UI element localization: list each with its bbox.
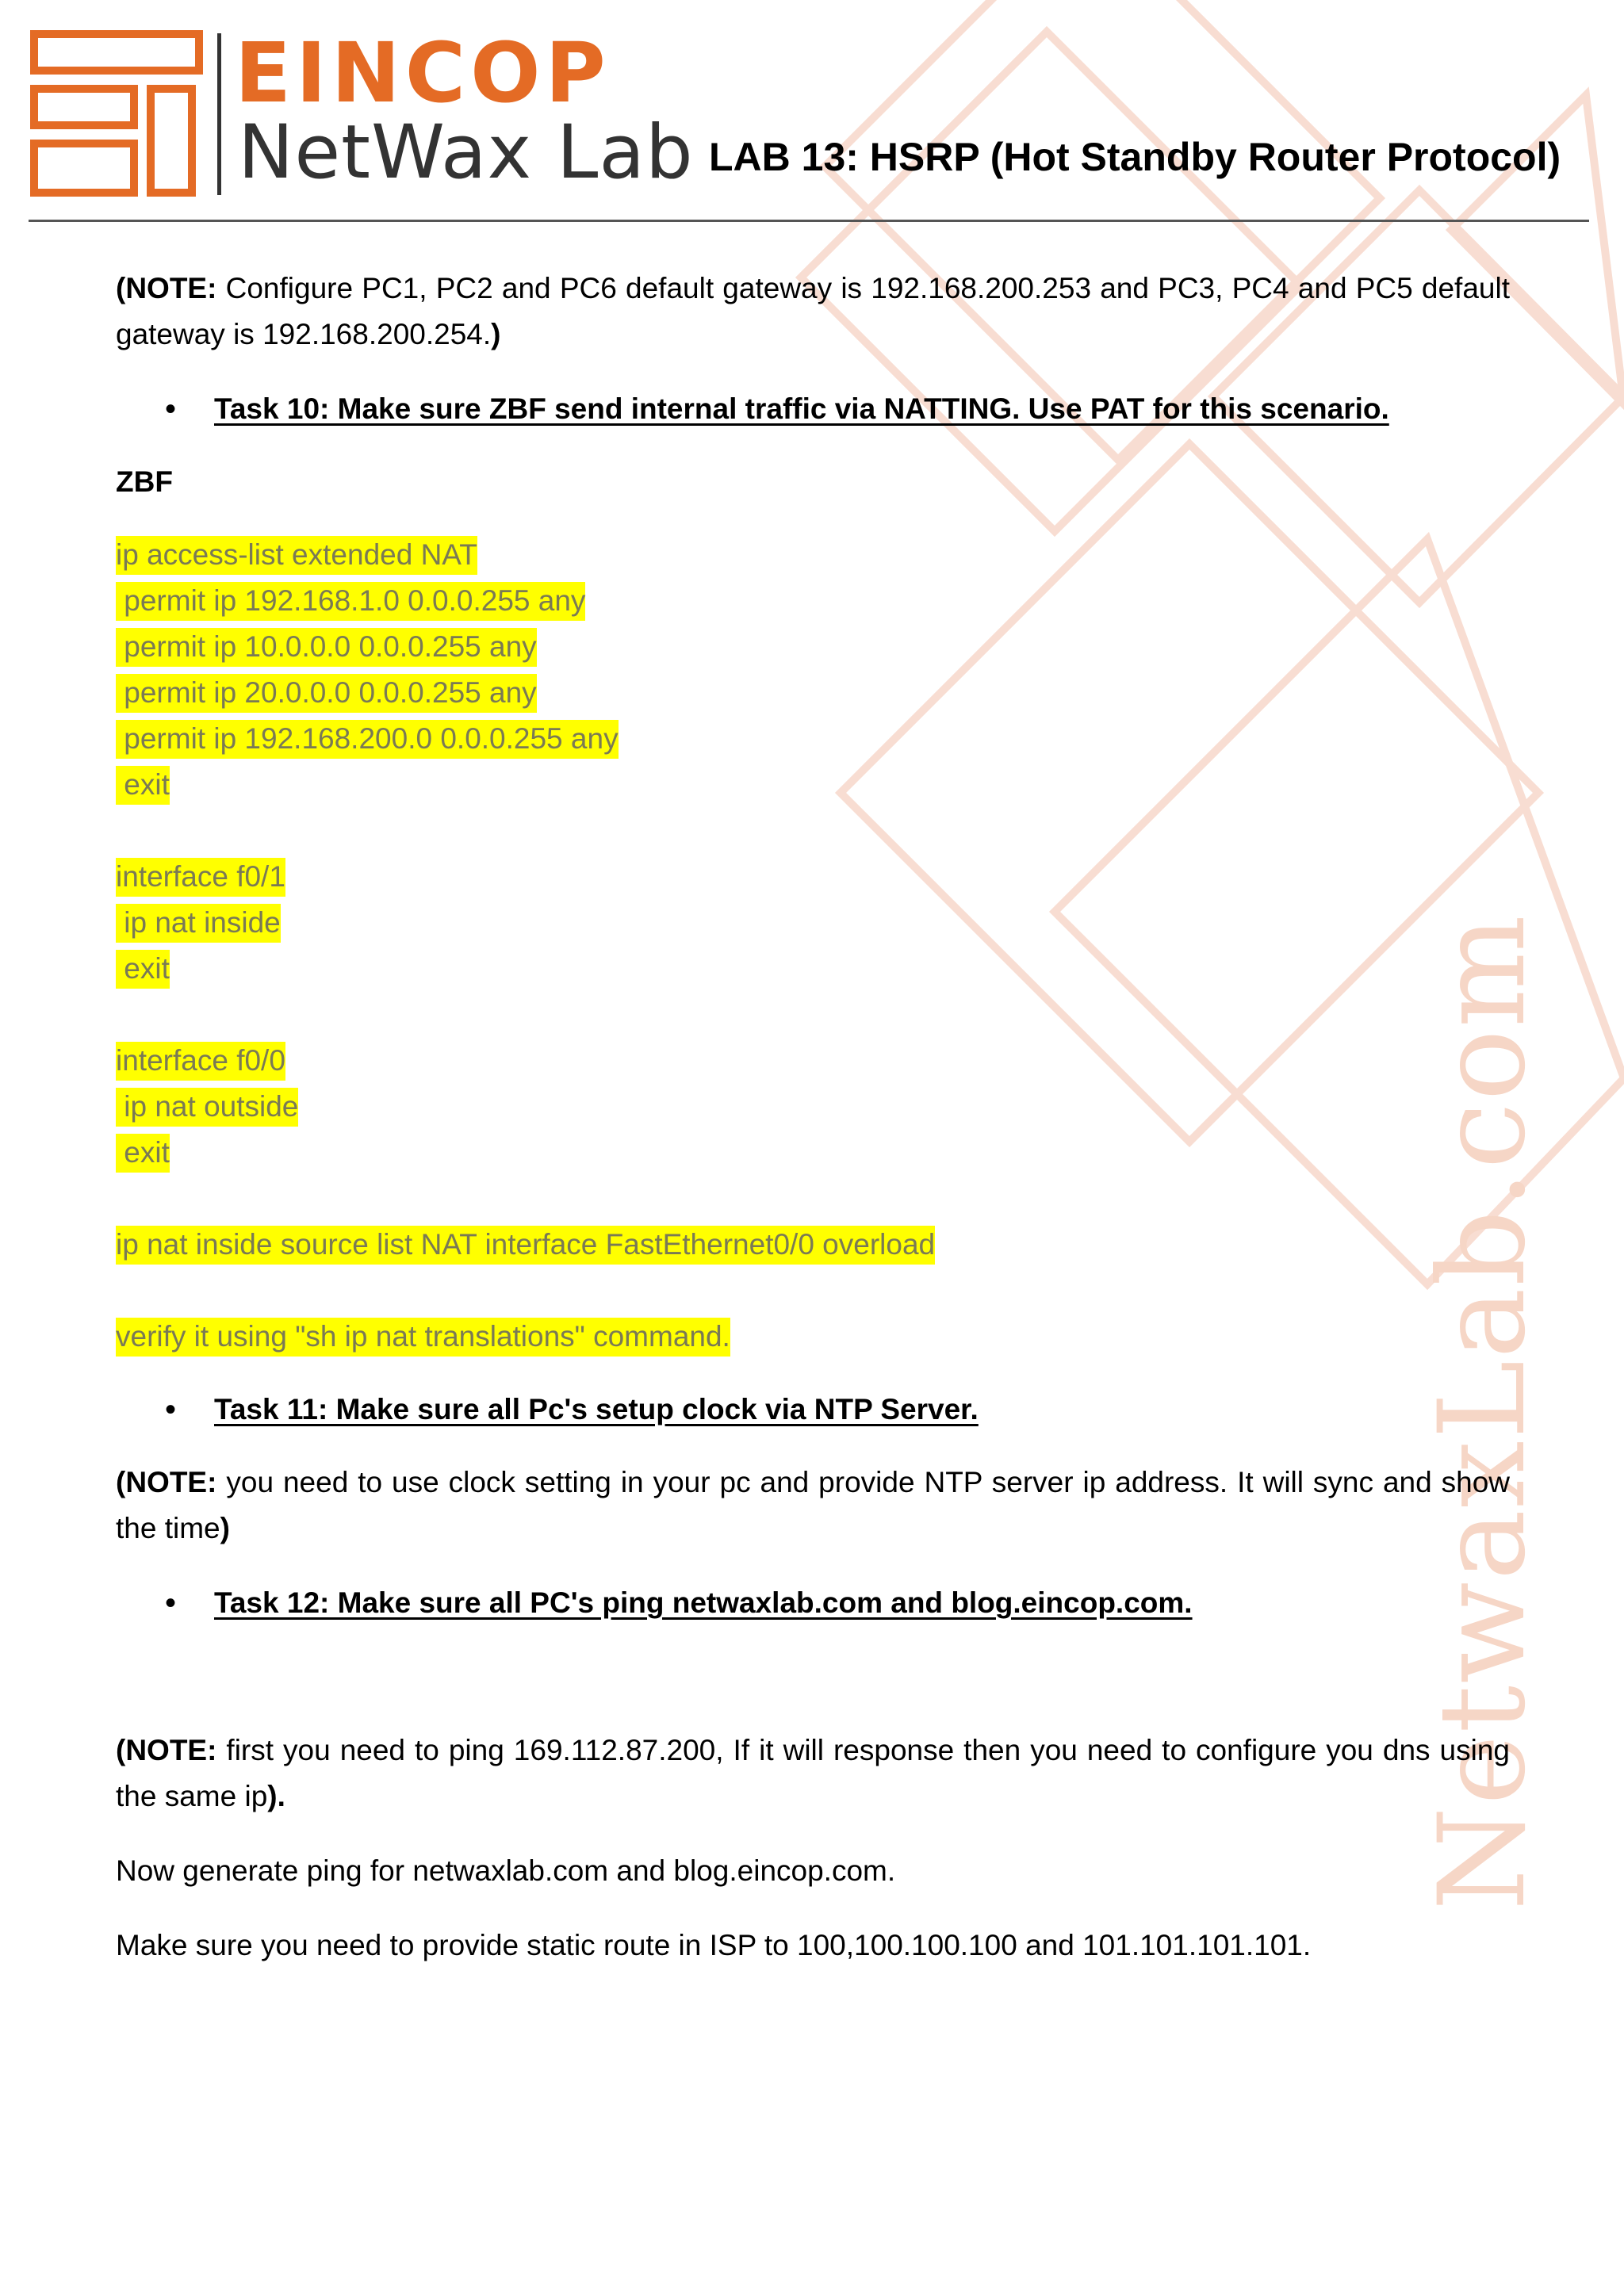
note-close: ) <box>491 318 501 350</box>
para-static-route: Make sure you need to provide static route in ISP to 100,100.100.100 and 101.101.101.101. <box>116 1929 1312 1961</box>
note-close: ). <box>267 1780 285 1812</box>
note-dns <box>116 1728 1510 1820</box>
note-ntp <box>116 1460 1510 1552</box>
brand-name-bottom: NetWax Lab <box>238 109 694 196</box>
task-11 <box>116 1387 1510 1433</box>
bullet-icon: • <box>165 392 177 427</box>
note-label: (NOTE: <box>116 1734 217 1766</box>
code-line: ip access-list extended NAT <box>116 532 1510 578</box>
code-line: permit ip 192.168.1.0 0.0.0.255 any <box>116 578 1510 624</box>
note-gateway <box>116 266 1510 358</box>
code-block-outside <box>116 1038 1510 1176</box>
code-line: exit <box>116 946 1510 992</box>
code-line: interface f0/1 <box>116 854 1510 900</box>
code-line: ip nat outside <box>116 1084 1510 1130</box>
eincop-logo-icon <box>30 30 208 198</box>
task-10 <box>116 386 1510 432</box>
bullet-icon: • <box>165 1586 177 1621</box>
document-body <box>116 266 1510 1969</box>
code-block-inside <box>116 854 1510 992</box>
code-line: permit ip 10.0.0.0 0.0.0.255 any <box>116 624 1510 670</box>
code-block-verify <box>116 1314 1510 1360</box>
note-text: Configure PC1, PC2 and PC6 default gateway is 192.168.200.253 and PC3, PC4 and PC5 default gateway is 192.168.200.254. <box>116 272 1510 350</box>
code-line: exit <box>116 762 1510 808</box>
code-block-nat <box>116 1222 1510 1268</box>
watermark-text: NetwaxLab.com <box>1414 913 1552 1911</box>
lab-title: LAB 13: HSRP (Hot Standby Router Protocol) <box>709 135 1561 179</box>
header-divider <box>29 220 1589 222</box>
task-12 <box>116 1580 1510 1626</box>
zbf-heading: ZBF <box>116 465 173 498</box>
note-label: (NOTE: <box>116 272 217 304</box>
task-12-text: Task 12: Make sure all PC's ping netwaxlab.com and blog.eincop.com. <box>214 1586 1193 1619</box>
note-close: ) <box>220 1512 230 1544</box>
task-11-text: Task 11: Make sure all Pc's setup clock via NTP Server. <box>214 1393 979 1425</box>
code-line: permit ip 192.168.200.0 0.0.0.255 any <box>116 716 1510 762</box>
code-line: interface f0/0 <box>116 1038 1510 1084</box>
note-label: (NOTE: <box>116 1466 217 1498</box>
code-line: permit ip 20.0.0.0 0.0.0.255 any <box>116 670 1510 716</box>
code-block-acl <box>116 532 1510 808</box>
brand-name-top: EINCOP <box>235 25 611 121</box>
para-ping: Now generate ping for netwaxlab.com and blog.eincop.com. <box>116 1854 896 1887</box>
code-line: verify it using "sh ip nat translations" command. <box>116 1314 1510 1360</box>
note-text: you need to use clock setting in your pc and provide NTP server ip address. It will sync and show the time <box>116 1466 1510 1544</box>
logo-separator <box>217 33 221 195</box>
code-line: ip nat inside source list NAT interface FastEthernet0/0 overload <box>116 1222 1510 1268</box>
note-text: first you need to ping 169.112.87.200, If it will response then you need to configure you dns using the same ip <box>116 1734 1510 1812</box>
task-10-text: Task 10: Make sure ZBF send internal traffic via NATTING. Use PAT for this scenario. <box>214 392 1389 425</box>
bullet-icon: • <box>165 1392 177 1427</box>
page-header <box>30 25 1589 220</box>
code-line: ip nat inside <box>116 900 1510 946</box>
code-line: exit <box>116 1130 1510 1176</box>
